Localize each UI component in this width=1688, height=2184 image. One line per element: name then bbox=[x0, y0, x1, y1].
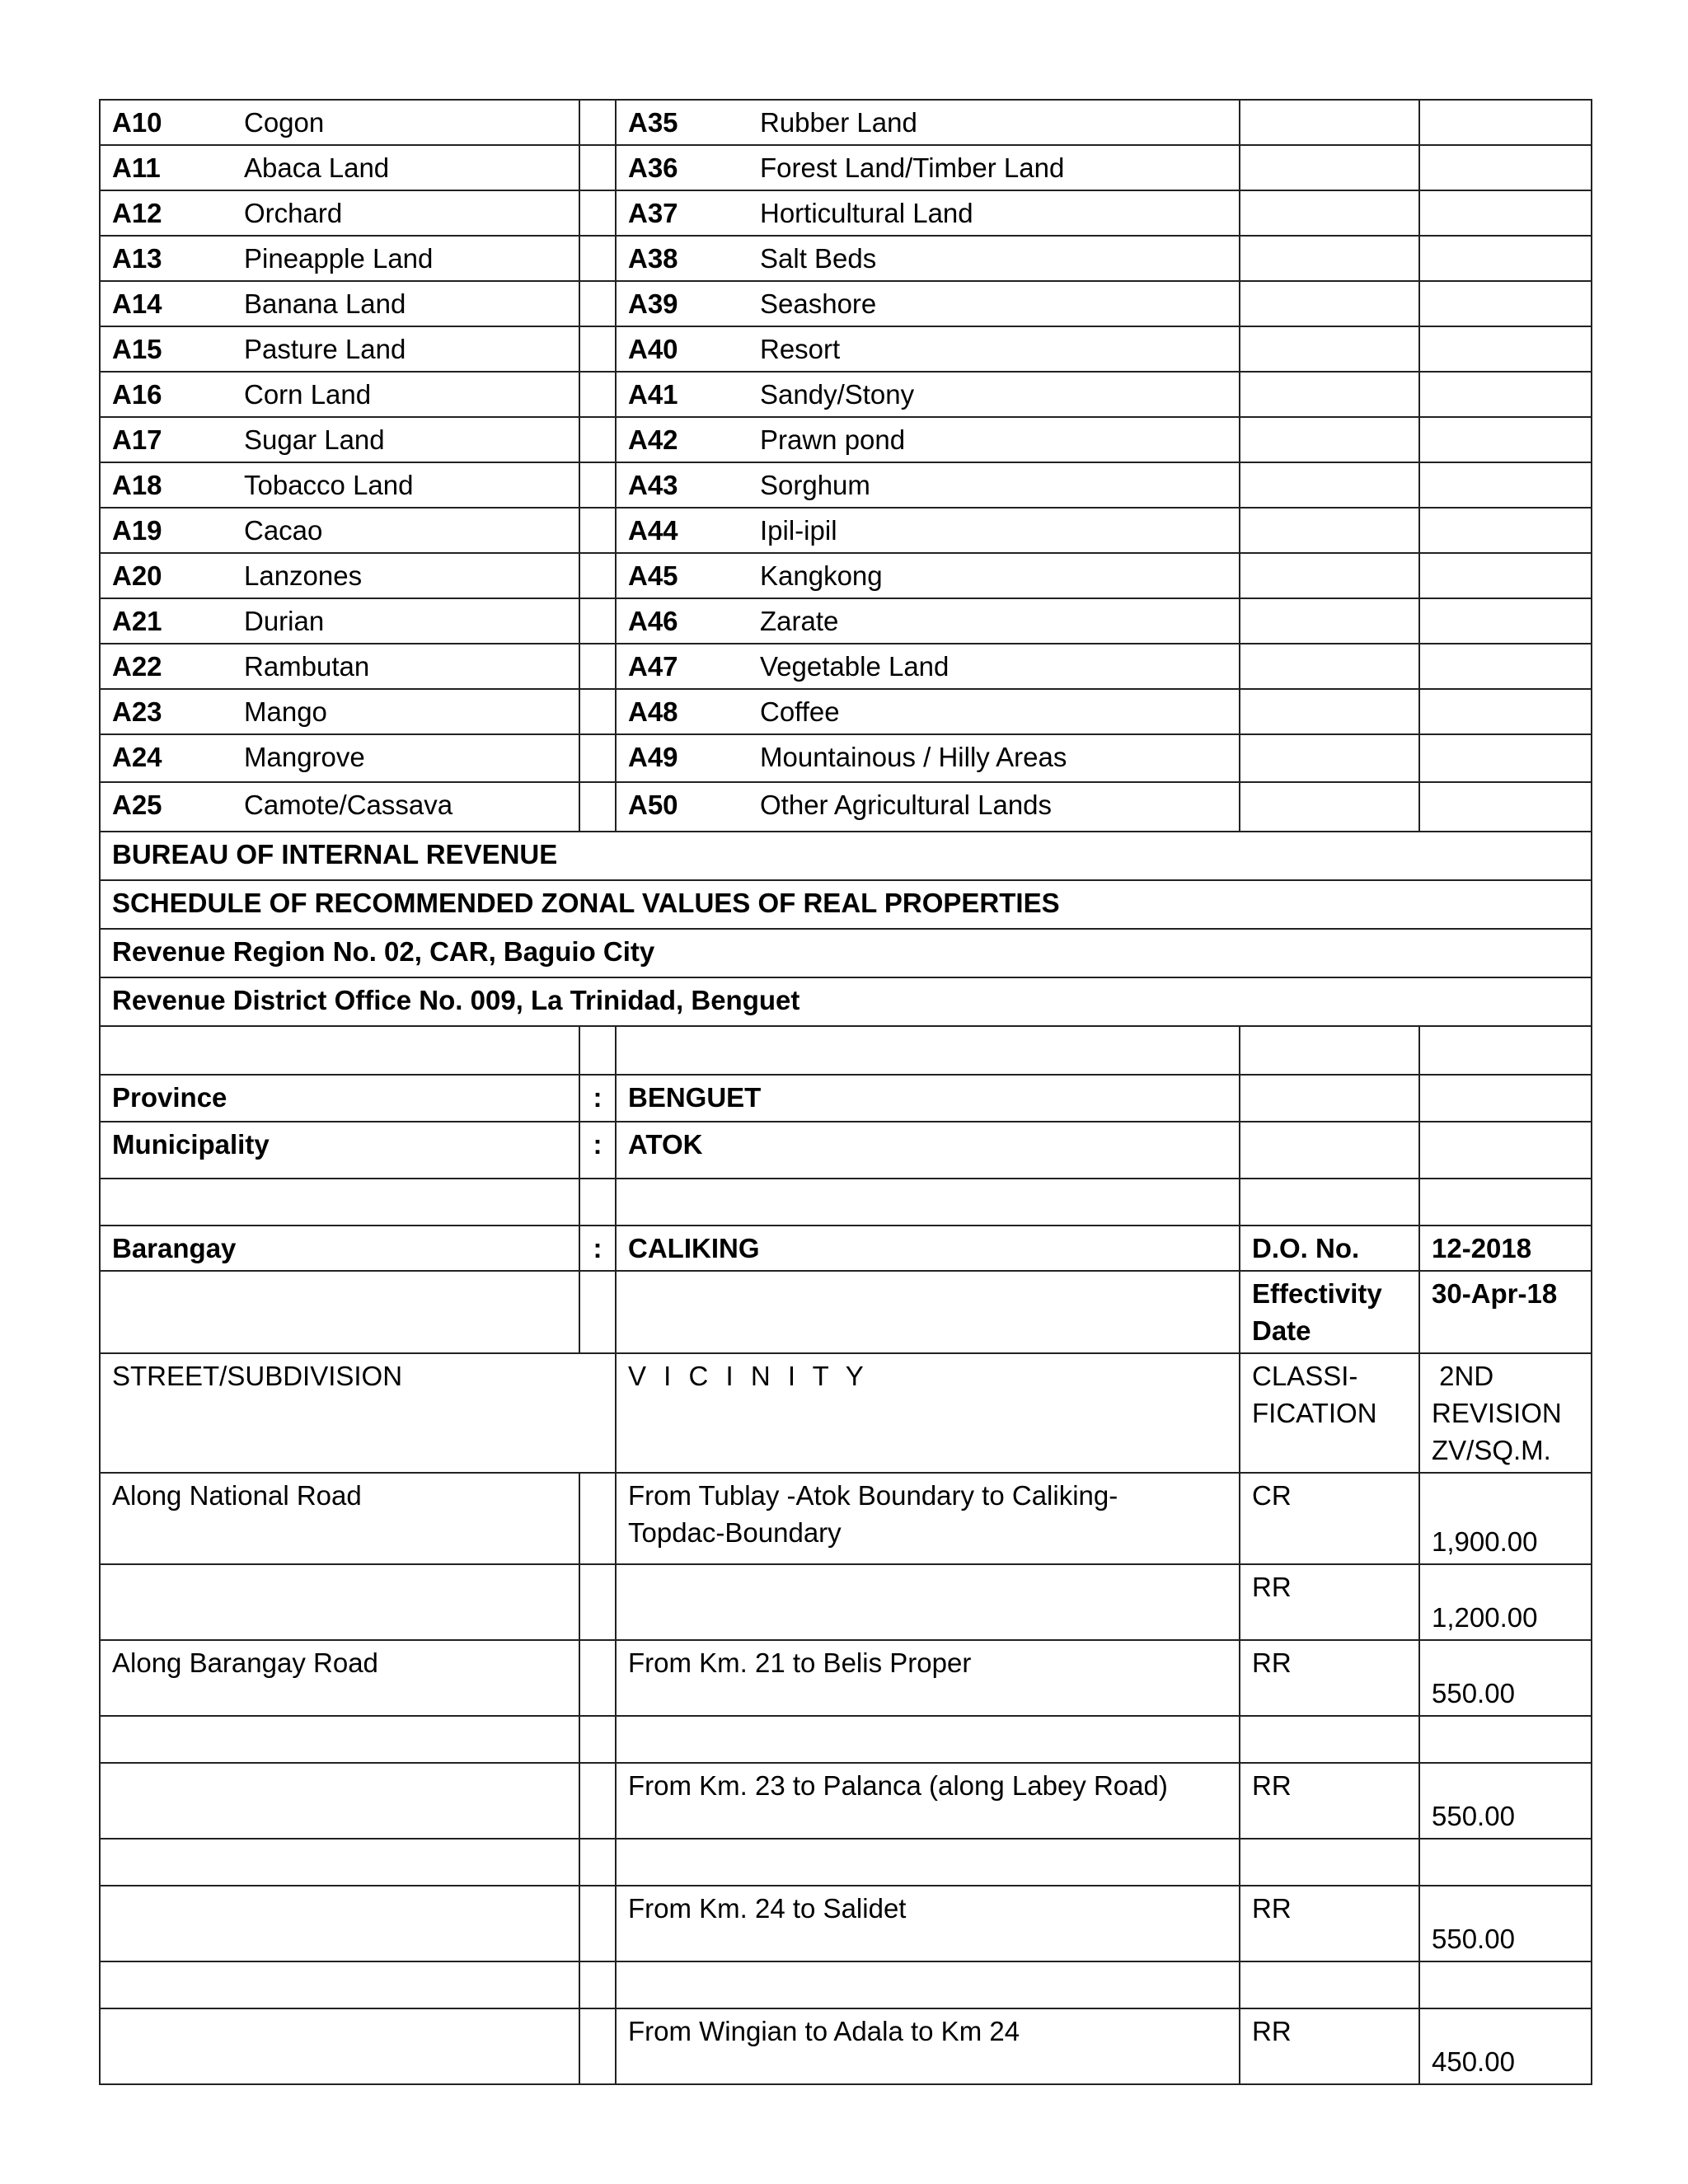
table-row bbox=[100, 145, 1592, 190]
effectivity-label-line: Effectivity bbox=[1252, 1278, 1382, 1309]
table-row bbox=[100, 372, 1592, 417]
class-name: Horticultural Land bbox=[760, 198, 973, 228]
zonal-value-cell: 1,900.00 bbox=[1419, 1473, 1592, 1564]
colon-separator: : bbox=[579, 1226, 616, 1271]
table-row bbox=[100, 2008, 1592, 2084]
table-row bbox=[100, 689, 1592, 734]
spacer-cell bbox=[579, 100, 616, 145]
class-name: Corn Land bbox=[244, 379, 372, 410]
vicinity-line: From Tublay -Atok Boundary to Caliking- bbox=[628, 1480, 1118, 1511]
empty-cell bbox=[100, 1839, 579, 1886]
class-name: Sugar Land bbox=[244, 424, 385, 455]
spacer-cell bbox=[579, 689, 616, 734]
spacer-cell bbox=[579, 190, 616, 236]
class-code: A48 bbox=[628, 696, 678, 727]
street-cell bbox=[100, 2008, 579, 2084]
class-name: Zarate bbox=[760, 606, 839, 636]
class-name: Resort bbox=[760, 334, 841, 364]
column-header-street: STREET/SUBDIVISION bbox=[100, 1353, 616, 1473]
classification-cell: RR bbox=[1240, 1640, 1419, 1716]
class-code: A50 bbox=[628, 790, 678, 820]
empty-cell bbox=[1240, 782, 1419, 832]
street-cell bbox=[100, 1886, 579, 1961]
class-cell-right bbox=[616, 508, 1240, 553]
class-code: A16 bbox=[112, 379, 162, 410]
empty-cell bbox=[1419, 644, 1592, 689]
spacer-cell bbox=[579, 734, 616, 782]
class-cell-right bbox=[616, 145, 1240, 190]
class-code: A14 bbox=[112, 288, 162, 319]
table-row bbox=[100, 832, 1592, 880]
class-cell-right bbox=[616, 734, 1240, 782]
empty-cell bbox=[1240, 326, 1419, 372]
spacer-cell bbox=[579, 1564, 616, 1640]
class-cell-left bbox=[100, 326, 579, 372]
class-code: A18 bbox=[112, 470, 162, 500]
class-cell-right bbox=[616, 689, 1240, 734]
empty-cell bbox=[1240, 236, 1419, 281]
table-row bbox=[100, 236, 1592, 281]
empty-cell bbox=[1419, 372, 1592, 417]
header-line: CLASSI- bbox=[1252, 1361, 1358, 1391]
class-code: A12 bbox=[112, 198, 162, 228]
empty-cell bbox=[579, 1179, 616, 1226]
class-cell-right bbox=[616, 236, 1240, 281]
empty-cell bbox=[1419, 1075, 1592, 1122]
class-name: Mountainous / Hilly Areas bbox=[760, 742, 1067, 772]
class-name: Banana Land bbox=[244, 288, 406, 319]
column-header-classification bbox=[1240, 1353, 1419, 1473]
table-row bbox=[100, 1226, 1592, 1271]
vicinity-cell: From Km. 24 to Salidet bbox=[616, 1886, 1240, 1961]
empty-cell bbox=[1240, 190, 1419, 236]
column-header-vicinity: V I C I N I T Y bbox=[616, 1353, 1240, 1473]
classification-cell: RR bbox=[1240, 1763, 1419, 1839]
zonal-value-cell: 450.00 bbox=[1419, 2008, 1592, 2084]
empty-cell bbox=[1240, 462, 1419, 508]
class-code: A37 bbox=[628, 198, 678, 228]
street-cell bbox=[100, 1763, 579, 1839]
empty-cell bbox=[1240, 1075, 1419, 1122]
province-value: BENGUET bbox=[616, 1075, 1240, 1122]
class-name: Lanzones bbox=[244, 560, 363, 591]
class-name: Other Agricultural Lands bbox=[760, 790, 1053, 820]
blank-row bbox=[100, 1961, 1592, 2008]
table-row bbox=[100, 1122, 1592, 1179]
vicinity-cell: From Km. 21 to Belis Proper bbox=[616, 1640, 1240, 1716]
class-name: Orchard bbox=[244, 198, 343, 228]
spacer-cell bbox=[579, 417, 616, 462]
empty-cell bbox=[1419, 598, 1592, 644]
spacer-cell bbox=[579, 553, 616, 598]
class-code: A25 bbox=[112, 790, 162, 820]
document-title: SCHEDULE OF RECOMMENDED ZONAL VALUES OF REAL PROPERTIES bbox=[100, 880, 1592, 929]
header-line: 2ND bbox=[1432, 1361, 1494, 1391]
empty-cell bbox=[1419, 1961, 1592, 2008]
class-cell-right bbox=[616, 644, 1240, 689]
empty-cell bbox=[1419, 1026, 1592, 1075]
empty-cell bbox=[1240, 598, 1419, 644]
blank-row bbox=[100, 1179, 1592, 1226]
spacer-cell bbox=[579, 508, 616, 553]
empty-cell bbox=[1419, 326, 1592, 372]
class-name: Pineapple Land bbox=[244, 243, 434, 274]
class-cell-left bbox=[100, 644, 579, 689]
table-row bbox=[100, 929, 1592, 977]
class-code: A40 bbox=[628, 334, 678, 364]
column-header-value bbox=[1419, 1353, 1592, 1473]
class-cell-right bbox=[616, 326, 1240, 372]
street-cell: Along Barangay Road bbox=[100, 1640, 579, 1716]
revenue-region: Revenue Region No. 02, CAR, Baguio City bbox=[100, 929, 1592, 977]
effectivity-label bbox=[1240, 1271, 1419, 1353]
class-cell-left bbox=[100, 462, 579, 508]
class-code: A41 bbox=[628, 379, 678, 410]
do-value: 12-2018 bbox=[1419, 1226, 1592, 1271]
table-row bbox=[100, 553, 1592, 598]
spacer-cell bbox=[579, 2008, 616, 2084]
class-code: A24 bbox=[112, 742, 162, 772]
class-code: A19 bbox=[112, 515, 162, 546]
municipality-value: ATOK bbox=[616, 1122, 1240, 1179]
revenue-district: Revenue District Office No. 009, La Trinidad, Benguet bbox=[100, 977, 1592, 1026]
table-row bbox=[100, 1763, 1592, 1839]
class-code: A44 bbox=[628, 515, 678, 546]
class-code: A39 bbox=[628, 288, 678, 319]
vicinity-cell bbox=[616, 1473, 1240, 1564]
class-cell-left bbox=[100, 236, 579, 281]
class-name: Rambutan bbox=[244, 651, 370, 682]
spacer-cell bbox=[579, 236, 616, 281]
empty-cell bbox=[1419, 553, 1592, 598]
class-name: Salt Beds bbox=[760, 243, 877, 274]
table-row bbox=[100, 281, 1592, 326]
table-row bbox=[100, 508, 1592, 553]
class-code: A36 bbox=[628, 152, 678, 183]
empty-cell bbox=[579, 1961, 616, 2008]
class-cell-right bbox=[616, 462, 1240, 508]
table-row bbox=[100, 782, 1592, 832]
empty-cell bbox=[100, 1179, 579, 1226]
effectivity-label-line: Date bbox=[1252, 1315, 1311, 1346]
agency-name: BUREAU OF INTERNAL REVENUE bbox=[100, 832, 1592, 880]
blank-row bbox=[100, 1716, 1592, 1763]
empty-cell bbox=[616, 1716, 1240, 1763]
class-cell-right bbox=[616, 100, 1240, 145]
spacer-cell bbox=[579, 644, 616, 689]
class-name: Cacao bbox=[244, 515, 323, 546]
table-row bbox=[100, 880, 1592, 929]
class-name: Sandy/Stony bbox=[760, 379, 915, 410]
spacer-cell bbox=[579, 1640, 616, 1716]
province-label: Province bbox=[100, 1075, 579, 1122]
table-row bbox=[100, 326, 1592, 372]
class-name: Camote/Cassava bbox=[244, 790, 453, 820]
class-code: A23 bbox=[112, 696, 162, 727]
empty-cell bbox=[1419, 281, 1592, 326]
class-code: A20 bbox=[112, 560, 162, 591]
empty-cell bbox=[1240, 1179, 1419, 1226]
street-cell: Along National Road bbox=[100, 1473, 579, 1564]
table-row bbox=[100, 1640, 1592, 1716]
table-row bbox=[100, 100, 1592, 145]
class-code: A43 bbox=[628, 470, 678, 500]
empty-cell bbox=[1419, 462, 1592, 508]
zonal-value-cell: 550.00 bbox=[1419, 1763, 1592, 1839]
class-cell-left bbox=[100, 145, 579, 190]
zonal-values-table bbox=[99, 99, 1592, 2085]
class-code: A35 bbox=[628, 107, 678, 138]
class-cell-left bbox=[100, 281, 579, 326]
table-row bbox=[100, 1564, 1592, 1640]
spacer-cell bbox=[579, 1886, 616, 1961]
vicinity-cell bbox=[616, 1564, 1240, 1640]
empty-cell bbox=[579, 1271, 616, 1353]
municipality-label: Municipality bbox=[100, 1122, 579, 1179]
empty-cell bbox=[1419, 100, 1592, 145]
class-name: Coffee bbox=[760, 696, 840, 727]
empty-cell bbox=[1240, 644, 1419, 689]
vicinity-cell: From Km. 23 to Palanca (along Labey Road) bbox=[616, 1763, 1240, 1839]
empty-cell bbox=[1240, 417, 1419, 462]
empty-cell bbox=[100, 1271, 579, 1353]
empty-cell bbox=[1419, 145, 1592, 190]
table-row bbox=[100, 190, 1592, 236]
empty-cell bbox=[616, 1179, 1240, 1226]
class-cell-left bbox=[100, 100, 579, 145]
table-row bbox=[100, 462, 1592, 508]
class-code: A21 bbox=[112, 606, 162, 636]
empty-cell bbox=[1240, 1961, 1419, 2008]
empty-cell bbox=[1240, 689, 1419, 734]
class-code: A46 bbox=[628, 606, 678, 636]
empty-cell bbox=[1240, 508, 1419, 553]
table-row bbox=[100, 1075, 1592, 1122]
class-name: Pasture Land bbox=[244, 334, 406, 364]
class-name: Mangrove bbox=[244, 742, 365, 772]
class-cell-right bbox=[616, 782, 1240, 832]
class-code: A17 bbox=[112, 424, 162, 455]
class-code: A45 bbox=[628, 560, 678, 591]
header-line: FICATION bbox=[1252, 1398, 1377, 1428]
class-name: Forest Land/Timber Land bbox=[760, 152, 1065, 183]
table-row bbox=[100, 417, 1592, 462]
spacer-cell bbox=[579, 782, 616, 832]
column-header-row bbox=[100, 1353, 1592, 1473]
empty-cell bbox=[616, 1961, 1240, 2008]
colon-separator: : bbox=[579, 1075, 616, 1122]
class-name: Seashore bbox=[760, 288, 877, 319]
empty-cell bbox=[1240, 553, 1419, 598]
empty-cell bbox=[616, 1839, 1240, 1886]
do-label: D.O. No. bbox=[1240, 1226, 1419, 1271]
table-row bbox=[100, 977, 1592, 1026]
class-name: Abaca Land bbox=[244, 152, 390, 183]
class-code: A38 bbox=[628, 243, 678, 274]
empty-cell bbox=[1240, 1716, 1419, 1763]
empty-cell bbox=[1419, 1122, 1592, 1179]
class-name: Ipil-ipil bbox=[760, 515, 837, 546]
spacer-cell bbox=[579, 372, 616, 417]
table-row bbox=[100, 734, 1592, 782]
class-name: Prawn pond bbox=[760, 424, 906, 455]
effectivity-value: 30-Apr-18 bbox=[1419, 1271, 1592, 1353]
class-cell-right bbox=[616, 598, 1240, 644]
class-code: A22 bbox=[112, 651, 162, 682]
class-name: Mango bbox=[244, 696, 327, 727]
street-cell bbox=[100, 1564, 579, 1640]
class-code: A10 bbox=[112, 107, 162, 138]
empty-cell bbox=[1419, 508, 1592, 553]
class-cell-right bbox=[616, 553, 1240, 598]
class-code: A11 bbox=[112, 152, 161, 183]
class-name: Kangkong bbox=[760, 560, 883, 591]
empty-cell bbox=[1240, 1026, 1419, 1075]
empty-cell bbox=[1419, 1179, 1592, 1226]
class-code: A47 bbox=[628, 651, 678, 682]
empty-cell bbox=[1419, 1839, 1592, 1886]
spacer-cell bbox=[579, 145, 616, 190]
empty-cell bbox=[1419, 417, 1592, 462]
class-cell-left bbox=[100, 598, 579, 644]
class-cell-left bbox=[100, 417, 579, 462]
class-cell-left bbox=[100, 190, 579, 236]
class-cell-right bbox=[616, 417, 1240, 462]
zonal-value-cell: 550.00 bbox=[1419, 1640, 1592, 1716]
classification-cell: CR bbox=[1240, 1473, 1419, 1564]
class-name: Vegetable Land bbox=[760, 651, 950, 682]
class-cell-left bbox=[100, 553, 579, 598]
zonal-value-cell: 550.00 bbox=[1419, 1886, 1592, 1961]
empty-cell bbox=[1240, 281, 1419, 326]
empty-cell bbox=[1240, 1122, 1419, 1179]
class-cell-left bbox=[100, 734, 579, 782]
spacer-cell bbox=[579, 326, 616, 372]
class-cell-left bbox=[100, 782, 579, 832]
classification-cell: RR bbox=[1240, 1886, 1419, 1961]
empty-cell bbox=[1240, 734, 1419, 782]
class-code: A13 bbox=[112, 243, 162, 274]
empty-cell bbox=[579, 1839, 616, 1886]
blank-row bbox=[100, 1026, 1592, 1075]
zonal-values-page bbox=[99, 99, 1591, 2085]
table-row bbox=[100, 1886, 1592, 1961]
empty-cell bbox=[1419, 689, 1592, 734]
class-name: Sorghum bbox=[760, 470, 870, 500]
class-code: A49 bbox=[628, 742, 678, 772]
class-cell-left bbox=[100, 372, 579, 417]
blank-row bbox=[100, 1839, 1592, 1886]
spacer-cell bbox=[579, 598, 616, 644]
empty-cell bbox=[1240, 372, 1419, 417]
empty-cell bbox=[579, 1716, 616, 1763]
empty-cell bbox=[100, 1716, 579, 1763]
empty-cell bbox=[1419, 782, 1592, 832]
classification-cell: RR bbox=[1240, 2008, 1419, 2084]
class-cell-left bbox=[100, 508, 579, 553]
vicinity-cell: From Wingian to Adala to Km 24 bbox=[616, 2008, 1240, 2084]
class-code: A15 bbox=[112, 334, 162, 364]
spacer-cell bbox=[579, 462, 616, 508]
empty-cell bbox=[1419, 734, 1592, 782]
empty-cell bbox=[1419, 190, 1592, 236]
barangay-value: CALIKING bbox=[616, 1226, 1240, 1271]
class-name: Rubber Land bbox=[760, 107, 917, 138]
spacer-cell bbox=[579, 281, 616, 326]
vicinity-line: Topdac-Boundary bbox=[628, 1517, 842, 1548]
zonal-value-cell: 1,200.00 bbox=[1419, 1564, 1592, 1640]
header-line: ZV/SQ.M. bbox=[1432, 1435, 1551, 1465]
class-cell-left bbox=[100, 689, 579, 734]
class-cell-right bbox=[616, 372, 1240, 417]
header-line: REVISION bbox=[1432, 1398, 1562, 1428]
colon-separator: : bbox=[579, 1122, 616, 1179]
table-body bbox=[100, 100, 1592, 2084]
empty-cell bbox=[1240, 145, 1419, 190]
class-name: Tobacco Land bbox=[244, 470, 414, 500]
classification-cell: RR bbox=[1240, 1564, 1419, 1640]
empty-cell bbox=[1240, 1839, 1419, 1886]
class-name: Durian bbox=[244, 606, 325, 636]
empty-cell bbox=[1419, 1716, 1592, 1763]
empty-cell bbox=[1240, 100, 1419, 145]
table-row bbox=[100, 1271, 1592, 1353]
table-row bbox=[100, 598, 1592, 644]
barangay-label: Barangay bbox=[100, 1226, 579, 1271]
spacer-cell bbox=[579, 1473, 616, 1564]
class-cell-right bbox=[616, 281, 1240, 326]
empty-cell bbox=[1419, 236, 1592, 281]
table-row bbox=[100, 1473, 1592, 1564]
class-cell-right bbox=[616, 190, 1240, 236]
empty-cell bbox=[616, 1026, 1240, 1075]
class-name: Cogon bbox=[244, 107, 325, 138]
class-code: A42 bbox=[628, 424, 678, 455]
empty-cell bbox=[616, 1271, 1240, 1353]
table-row bbox=[100, 644, 1592, 689]
empty-cell bbox=[100, 1961, 579, 2008]
empty-cell bbox=[579, 1026, 616, 1075]
empty-cell bbox=[100, 1026, 579, 1075]
spacer-cell bbox=[579, 1763, 616, 1839]
